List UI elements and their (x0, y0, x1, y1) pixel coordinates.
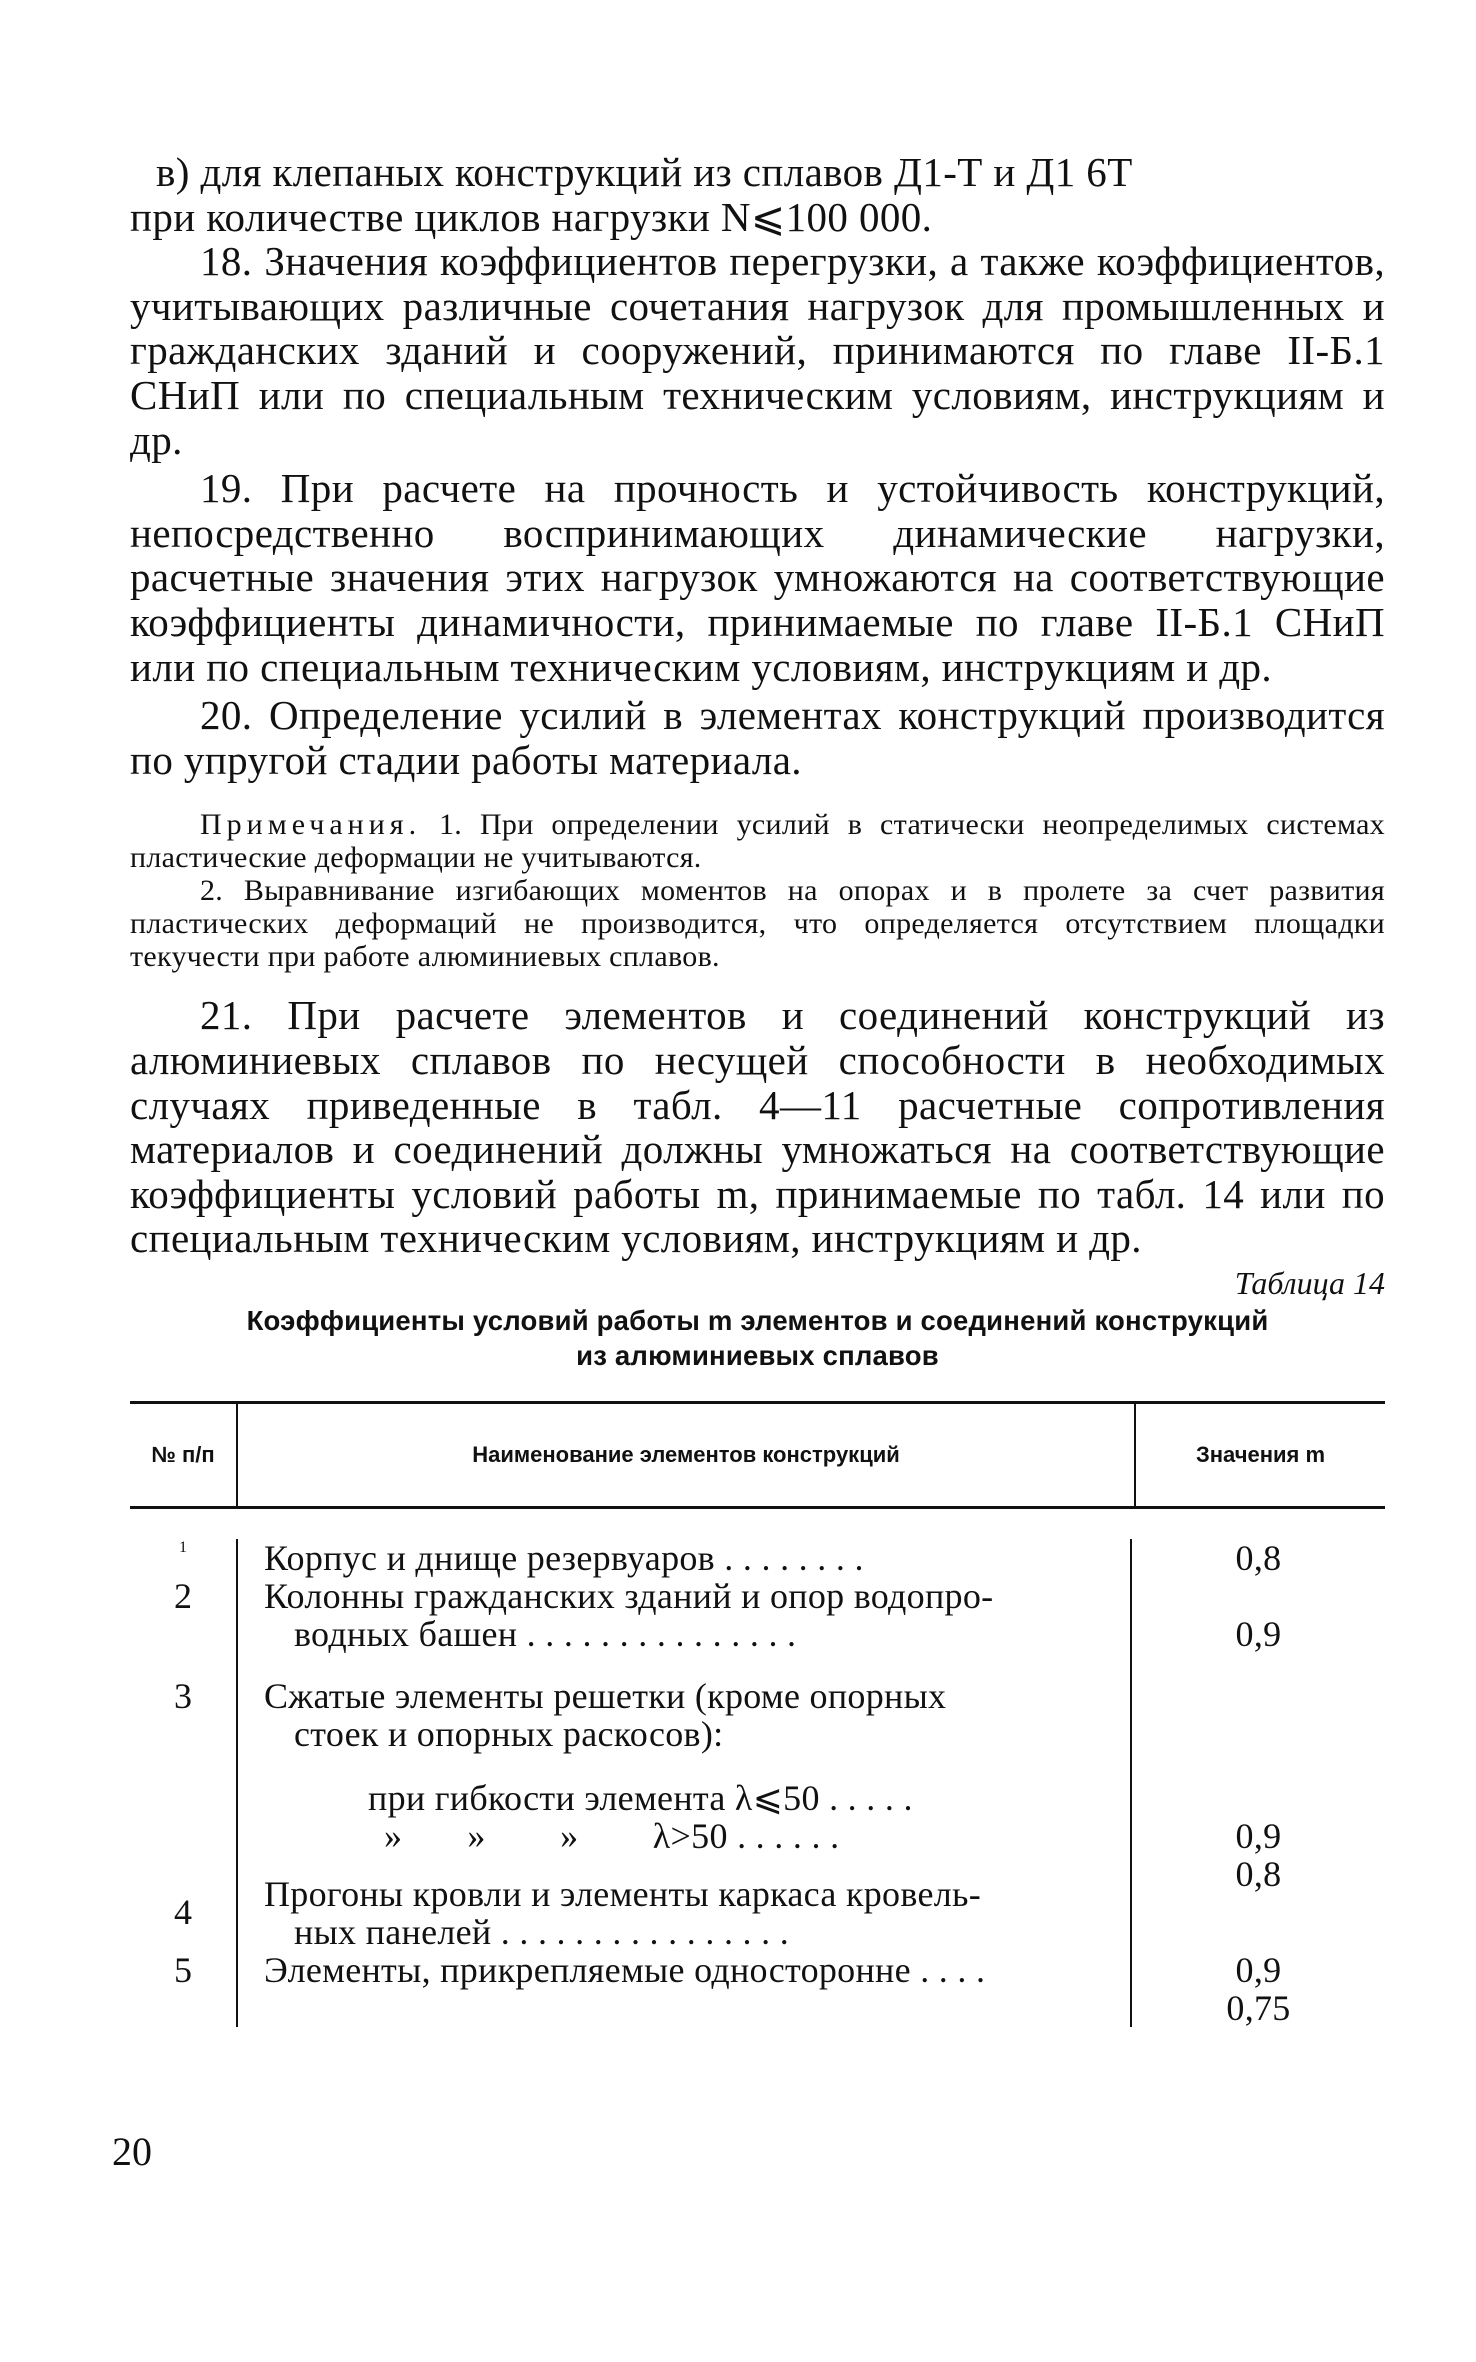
row-1-name (264, 1539, 1110, 1577)
row-3a-name (264, 1779, 1110, 1817)
paragraph-v-line-2: при количестве циклов нагрузки N⩽100 000. (130, 193, 933, 240)
document-page (130, 150, 1385, 2075)
table-body (130, 1509, 1385, 2075)
table-title-line-1: Коэффициенты условий работы m элементов и соединений конструкций (246, 1304, 1269, 1336)
row-3a-value: 0,9 (1235, 1815, 1282, 1856)
row-2-label-line-1: Колонны гражданских зданий и опор водопро- (264, 1575, 994, 1616)
row-3b-label: » » » λ>50 (384, 1815, 728, 1856)
row-3a-text (368, 1779, 913, 1817)
row-2-label-line-2: водных башен (294, 1613, 518, 1654)
table-label: Таблица 14 (1234, 1264, 1385, 1301)
row-1-number: 1 (179, 1538, 187, 1556)
row-3-number: 3 (174, 1675, 192, 1716)
table-title-line-2: из алюминиевых сплавов (576, 1339, 939, 1371)
row-5-label: Элементы, прикрепляемые односторонне (264, 1949, 911, 1990)
row-1-text (264, 1539, 864, 1577)
row-1-label: Корпус и днище резервуаров (264, 1537, 715, 1578)
column-number (130, 1539, 236, 2027)
notes-block (130, 808, 1385, 973)
row-1-value: 0,8 (1235, 1537, 1282, 1578)
row-5-value: 0,75 (1226, 1987, 1291, 2028)
paragraph-20: 20. Определение усилий в элементах конструкций производится по упругой стадии работы материала. (130, 692, 1385, 783)
paragraph-21: 21. При расчете элементов и соединений конструкций из алюминиевых сплавов по несущей способности в необходимых случаях приведенные в табл. 4—11 расчетные сопротивления материалов и соединений должны умножаться на соответствующие коэффициенты условий работы m, принимаемые по табл. 14 или по специальным техническим условиям, инструкциям и др. (130, 992, 1385, 1262)
note-2: 2. Выравнивание изгибающих моментов на опорах и в пролете за счет развития пластических деформаций не производится, что определяется отсутствием площадки текучести при работе алюминиевых сплавов. (130, 874, 1385, 974)
paragraph-18: 18. Значения коэффициентов перегрузки, а также коэффициентов, учитывающих различные сочетания нагрузок для промышленных и гражданских зданий и сооружений, принимаются по главе II-Б.1 СНиП или по специальным техническим условиям, инструкциям и др. (130, 238, 1385, 463)
row-2-line-2 (264, 1615, 993, 1653)
row-3a-label: при гибкости элемента λ⩽50 (368, 1777, 820, 1818)
row-3a-leader: . . . . . (819, 1777, 913, 1818)
row-3b-text (384, 1817, 839, 1855)
paragraph-19: 19. При расчете на прочность и устойчивость конструкций, непосредственно воспринимающих динамические нагрузки, расчетные значения этих нагрузок умножаются на соответствующие коэффициенты динамичности, принимаемые по главе II-Б.1 СНиП или по специальным техническим условиям, инструкциям и др. (130, 465, 1385, 690)
row-4-value: 0,9 (1235, 1949, 1282, 1990)
row-3b-leader: . . . . . . (727, 1815, 840, 1856)
header-name: Наименование элементов конструкций (236, 1404, 1136, 1506)
row-2-name (264, 1577, 1110, 1653)
notes-label: Примечания. (200, 808, 422, 842)
table-header-row (130, 1404, 1385, 1506)
row-3-label-line-2: стоек и опорных раскосов): (294, 1713, 724, 1754)
row-4-number: 4 (174, 1891, 192, 1932)
row-5-leader: . . . . (910, 1949, 986, 1990)
row-5-name (264, 1951, 1110, 1989)
row-5-number: 5 (174, 1949, 192, 1990)
row-2-number: 2 (174, 1575, 192, 1616)
row-3-label-line-1: Сжатые элементы решетки (кроме опорных (264, 1675, 947, 1716)
row-3b-name (264, 1817, 1110, 1855)
column-name (236, 1539, 1132, 2027)
row-3-name (264, 1677, 1110, 1753)
column-value (1132, 1539, 1385, 2027)
page-number: 20 (112, 2129, 152, 2174)
header-value: Значения m (1195, 1441, 1326, 1467)
row-4-leader: . . . . . . . . . . . . . . . . (491, 1911, 790, 1952)
row-4-line-2 (264, 1913, 981, 1951)
coefficients-table (130, 1401, 1385, 2075)
row-3b-value: 0,8 (1235, 1853, 1282, 1894)
note-1-text: 1. При определении усилий в статически неопределимых системах пластические деформации не учитываются. (130, 808, 1385, 875)
note-1 (130, 808, 1385, 874)
row-4-name (264, 1875, 1110, 1951)
row-4-label-line-1: Прогоны кровли и элементы каркаса кровель- (264, 1873, 981, 1914)
header-number: № п/п (151, 1441, 215, 1467)
row-2-leader: . . . . . . . . . . . . . . . (517, 1613, 797, 1654)
row-4-label-line-2: ных панелей (294, 1911, 492, 1952)
row-5-text (264, 1951, 985, 1989)
row-2-value: 0,9 (1235, 1613, 1282, 1654)
paragraph-v-line-1: в) для клепаных конструкций из сплавов Д1-Т и Д1 6Т (156, 149, 1133, 195)
row-1-leader: . . . . . . . . (714, 1537, 864, 1578)
